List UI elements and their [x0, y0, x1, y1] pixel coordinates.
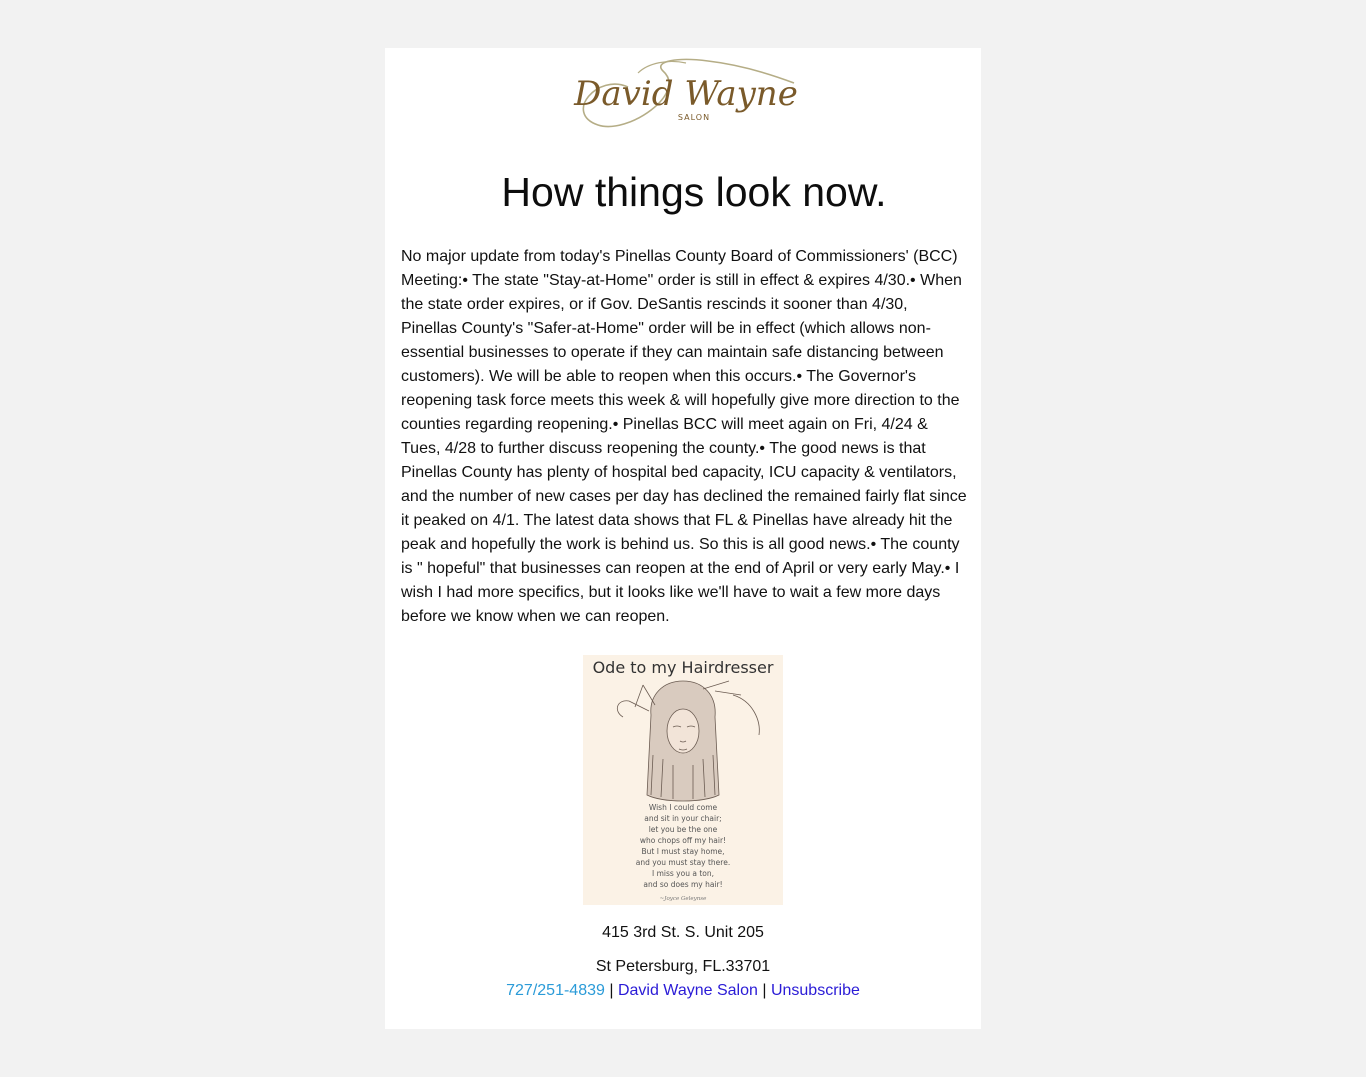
logo-subtext: SALON — [677, 113, 711, 122]
poem-line: But I must stay home, — [641, 847, 725, 856]
logo-name: David Wayne — [574, 74, 798, 114]
poem-line: and so does my hair! — [643, 880, 723, 889]
footer-separator: | — [609, 982, 614, 999]
unsubscribe-link[interactable]: Unsubscribe — [770, 982, 860, 999]
salon-website-link[interactable]: David Wayne Salon — [617, 982, 758, 999]
phone-link[interactable]: 727/251-4839 — [506, 982, 605, 999]
poem-line: Wish I could come — [648, 803, 718, 812]
ode-to-hairdresser-poster — [583, 655, 783, 905]
footer-links — [385, 981, 981, 1001]
update-body-text: No major update from today's Pinellas County Board of Commissioners' (BCC) Meeting:• The state "Stay-at-Home" order is still in effect & expires 4/30.• When the state order expires, or if Gov. DeSantis rescinds it sooner than 4/30, Pinellas County's "Safer-at-Home" order will be in effect (which allows non-essential businesses to operate if they can maintain safe distancing between customers). We will be able to reopen when this occurs.• The Governor's reopening task force meets this week & will hopefully give more direction to the counties regarding reopening.• Pinellas BCC will meet again on Fri, 4/24 & Tues, 4/28 to further discuss reopening the county.• The good news is that Pinellas County has plenty of hospital bed capacity, ICU capacity & ventilators, and the number of new cases per day has declined the remained fairly flat since it peaked on 4/1. The latest data shows that FL & Pinellas have already hit the peak and hopefully the work is behind us. So this is all good news.• The county is " hopeful" that businesses can reopen at the end of April or very early May.• I wish I had more specifics, but it looks like we'll have to wait a few more days before we know when we can reopen. — [401, 248, 967, 625]
footer-separator: | — [762, 982, 767, 999]
poem-line: let you be the one — [648, 825, 718, 834]
poem-line: and you must stay there. — [635, 858, 731, 867]
poem-author: ~Joyce Geleynse — [659, 896, 707, 902]
salon-logo[interactable] — [568, 53, 804, 135]
poem-line: who chops off my hair! — [639, 836, 727, 845]
address-line-2: St Petersburg, FL.33701 — [595, 958, 771, 975]
poem-line: and sit in your chair; — [644, 814, 722, 823]
headline: How things look now. — [501, 169, 887, 215]
address-line-1: 415 3rd St. S. Unit 205 — [602, 924, 764, 941]
email-card — [385, 48, 981, 1029]
poem-line: I miss you a ton, — [652, 869, 714, 878]
poster-title: Ode to my Hairdresser — [592, 658, 774, 677]
